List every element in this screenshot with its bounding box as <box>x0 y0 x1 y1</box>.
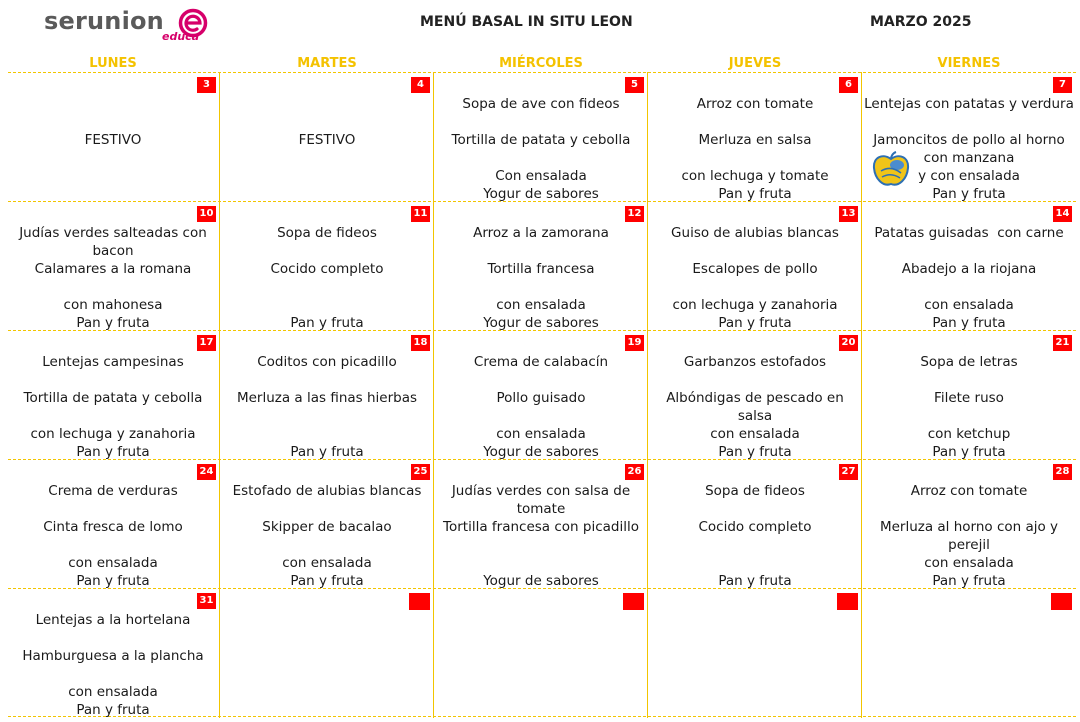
menu-dessert: Pan y fruta <box>76 444 150 460</box>
day-cell <box>863 460 1075 588</box>
menu-dessert: Pan y fruta <box>718 186 792 202</box>
month-label: MARZO 2025 <box>870 14 972 30</box>
menu-dessert: Pan y fruta <box>718 315 792 331</box>
apple-seal-icon <box>871 151 911 189</box>
day-cell <box>649 589 861 717</box>
menu-first-course: Lentejas a la hortelana <box>35 612 191 628</box>
day-cell <box>649 202 861 330</box>
menu-second-course: Merluza en salsa <box>698 132 812 148</box>
menu-dessert: Yogur de sabores <box>483 186 599 202</box>
menu-dessert: Pan y fruta <box>290 444 364 460</box>
day-cell <box>863 589 1075 717</box>
menu-first-course: Arroz con tomate <box>910 483 1028 499</box>
day-number: 19 <box>625 335 644 351</box>
menu-dessert: Pan y fruta <box>76 573 150 589</box>
day-cell <box>435 73 647 201</box>
day-cell <box>221 460 433 588</box>
menu-first-course: Patatas guisadas con carne <box>874 225 1064 241</box>
menu-dessert: Pan y fruta <box>718 444 792 460</box>
menu-side: con lechuga y zanahoria <box>30 426 196 442</box>
day-cell <box>435 460 647 588</box>
grid-column-divider <box>433 72 434 718</box>
menu-second-course: Pollo guisado <box>496 390 586 406</box>
day-number: 11 <box>411 206 430 222</box>
menu-dessert: Pan y fruta <box>290 573 364 589</box>
menu-first-course: Sopa de fideos <box>705 483 805 499</box>
menu-side: con ensalada <box>924 555 1014 571</box>
menu-second-course: Merluza al horno con ajo y perejil <box>879 519 1059 553</box>
menu-dessert: Yogur de sabores <box>483 315 599 331</box>
menu-first-course: Crema de calabacín <box>473 354 609 370</box>
day-cell <box>863 73 1075 201</box>
day-cell <box>221 331 433 459</box>
weekday-wednesday: MIÉRCOLES <box>499 56 583 71</box>
menu-first-course: Lentejas con patatas y verdura <box>864 96 1074 112</box>
menu-first-course: Arroz a la zamorana <box>473 225 609 241</box>
menu-side: y con ensalada <box>918 168 1020 184</box>
day-number: 12 <box>625 206 644 222</box>
brand-name: serunion <box>44 7 164 35</box>
menu-second-course: Jamoncitos de pollo al horno <box>873 132 1065 148</box>
day-cell <box>7 589 219 717</box>
menu-second-course: Albóndigas de pescado en salsa <box>666 390 844 424</box>
menu-side: con manzana <box>923 150 1015 166</box>
menu-second-course: Tortilla francesa con picadillo <box>443 519 639 535</box>
menu-side: con ketchup <box>927 426 1011 442</box>
day-cell <box>435 202 647 330</box>
menu-side: con ensalada <box>710 426 800 442</box>
menu-first-course: Crema de verduras <box>48 483 178 499</box>
weekday-tuesday: MARTES <box>297 56 357 71</box>
menu-first-course: Arroz con tomate <box>696 96 814 112</box>
day-number: 7 <box>1053 77 1072 93</box>
menu-dessert: Pan y fruta <box>76 702 150 718</box>
day-number: 28 <box>1053 464 1072 480</box>
menu-side: con ensalada <box>68 684 158 700</box>
menu-second-course: Skipper de bacalao <box>262 519 392 535</box>
day-number: 18 <box>411 335 430 351</box>
menu-line: FESTIVO <box>298 132 356 148</box>
day-number <box>837 593 858 610</box>
day-cell <box>221 589 433 717</box>
menu-side: con lechuga y tomate <box>681 168 829 184</box>
menu-second-course: Abadejo a la riojana <box>901 261 1037 277</box>
menu-dessert: Pan y fruta <box>932 444 1006 460</box>
menu-side: con lechuga y zanahoria <box>672 297 838 313</box>
menu-first-course: Sopa de fideos <box>277 225 377 241</box>
menu-first-course: Lentejas campesinas <box>42 354 184 370</box>
day-number: 3 <box>197 77 216 93</box>
brand-logo <box>44 6 224 44</box>
menu-line: FESTIVO <box>84 132 142 148</box>
menu-dessert: Yogur de sabores <box>483 444 599 460</box>
menu-dessert: Pan y fruta <box>76 315 150 331</box>
menu-side: con ensalada <box>496 297 586 313</box>
menu-second-course: Hamburguesa a la plancha <box>22 648 204 664</box>
menu-first-course: Sopa de ave con fideos <box>462 96 620 112</box>
menu-second-course: Escalopes de pollo <box>692 261 818 277</box>
day-cell <box>649 73 861 201</box>
day-number: 26 <box>625 464 644 480</box>
day-cell <box>863 331 1075 459</box>
day-number: 20 <box>839 335 858 351</box>
menu-first-course: Judías verdes con salsa de tomate <box>451 483 631 517</box>
menu-second-course: Merluza a las finas hierbas <box>236 390 418 406</box>
day-number: 25 <box>411 464 430 480</box>
menu-second-course: Calamares a la romana <box>34 261 192 277</box>
menu-side: con ensalada <box>924 297 1014 313</box>
menu-first-course: Judías verdes salteadas con bacon <box>19 225 207 259</box>
grid-column-divider <box>647 72 648 718</box>
day-cell <box>7 331 219 459</box>
day-cell <box>435 589 647 717</box>
menu-second-course: Tortilla francesa <box>487 261 595 277</box>
day-number: 21 <box>1053 335 1072 351</box>
day-number: 24 <box>197 464 216 480</box>
weekday-header-row <box>8 56 1076 72</box>
menu-first-course: Estofado de alubias blancas <box>232 483 422 499</box>
day-number: 14 <box>1053 206 1072 222</box>
day-number: 5 <box>625 77 644 93</box>
day-number <box>623 593 644 610</box>
menu-side: con mahonesa <box>63 297 163 313</box>
day-cell <box>221 202 433 330</box>
day-cell <box>649 331 861 459</box>
menu-first-course: Garbanzos estofados <box>683 354 827 370</box>
weekday-thursday: JUEVES <box>728 56 782 71</box>
menu-side: con ensalada <box>496 426 586 442</box>
menu-first-course: Guiso de alubias blancas <box>671 225 839 241</box>
weekday-friday: VIERNES <box>937 56 1001 71</box>
menu-dessert: Pan y fruta <box>290 315 364 331</box>
menu-first-course: Sopa de letras <box>920 354 1018 370</box>
day-cell <box>7 460 219 588</box>
grid-column-divider <box>861 72 862 718</box>
grid-column-divider <box>219 72 220 718</box>
menu-side: con ensalada <box>282 555 372 571</box>
menu-side: con ensalada <box>68 555 158 571</box>
day-number: 4 <box>411 77 430 93</box>
menu-dessert: Yogur de sabores <box>483 573 599 589</box>
day-number: 10 <box>197 206 216 222</box>
day-cell <box>435 331 647 459</box>
menu-second-course: Cocido completo <box>698 519 812 535</box>
menu-dessert: Pan y fruta <box>932 573 1006 589</box>
day-cell <box>221 73 433 201</box>
day-number: 27 <box>839 464 858 480</box>
day-number: 6 <box>839 77 858 93</box>
day-cell <box>7 73 219 201</box>
day-cell <box>863 202 1075 330</box>
menu-second-course: Cocido completo <box>270 261 384 277</box>
day-number: 31 <box>197 593 216 609</box>
menu-dessert: Pan y fruta <box>932 186 1006 202</box>
menu-second-course: Cinta fresca de lomo <box>43 519 183 535</box>
menu-side: Con ensalada <box>495 168 587 184</box>
menu-dessert: Pan y fruta <box>932 315 1006 331</box>
day-cell <box>7 202 219 330</box>
day-number: 17 <box>197 335 216 351</box>
brand-subtitle: educa <box>162 30 200 43</box>
menu-second-course: Tortilla de patata y cebolla <box>23 390 203 406</box>
menu-second-course: Tortilla de patata y cebolla <box>451 132 631 148</box>
weekday-monday: LUNES <box>89 56 137 71</box>
menu-first-course: Coditos con picadillo <box>257 354 397 370</box>
day-cell <box>649 460 861 588</box>
day-number: 13 <box>839 206 858 222</box>
menu-second-course: Filete ruso <box>934 390 1004 406</box>
menu-dessert: Pan y fruta <box>718 573 792 589</box>
day-number <box>1051 593 1072 610</box>
day-number <box>409 593 430 610</box>
page-title: MENÚ BASAL IN SITU LEON <box>420 14 633 30</box>
